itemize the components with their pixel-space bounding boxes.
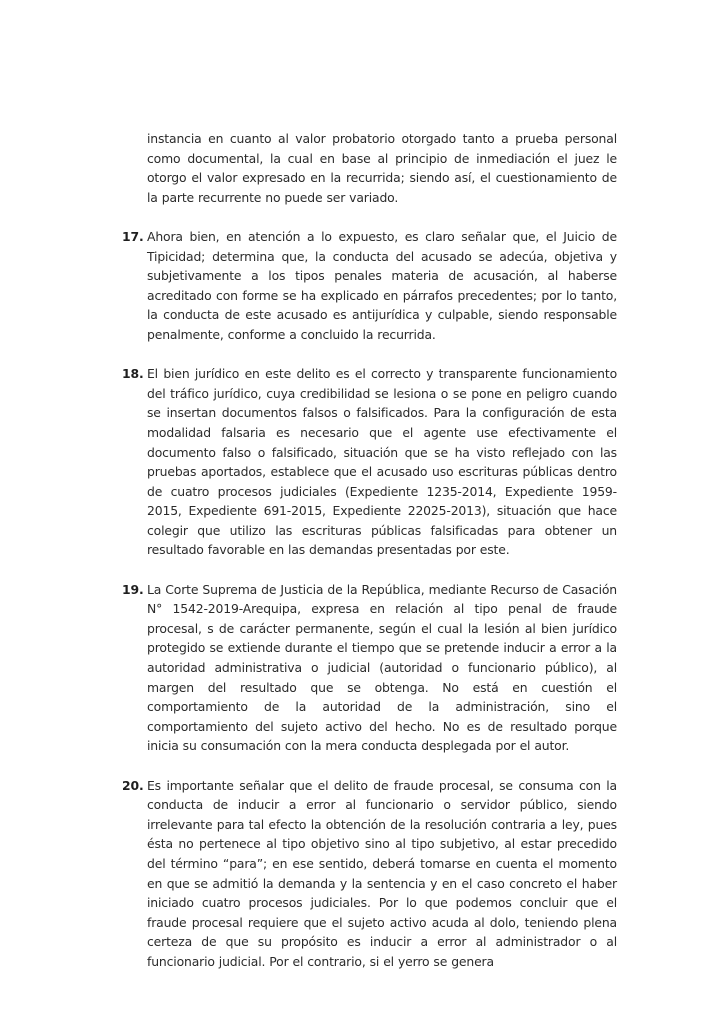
paragraph-number: 20. — [122, 777, 144, 793]
paragraph-text: El bien jurídico en este delito es el correcto y transparente funcionamiento del tráfico jurídico, cuya credibilidad se lesiona o se pone en peligro cuando se insertan documentos falsos o falsificados. Para la configuración de esta modalidad falsaria es necesario que el agente use efectivamente el documento falso o falsificado, situación que se ha visto reflejado con las pruebas aportados, establece que el acusado uso escrituras públicas dentro de cuatro procesos judiciales (Expediente 1235-2014, Expediente 1959-2015, Expediente 691-2015, Expediente 22025-2013), situación que hace colegir que utilizo las escrituras públicas falsificadas para obtener un resultado favorable en las demandas presentadas por este. — [147, 366, 617, 558]
paragraph-17 — [122, 227, 617, 345]
document-body — [122, 129, 617, 991]
paragraph-number: 19. — [122, 581, 144, 597]
paragraph-continuation — [147, 129, 617, 207]
paragraph-text: La Corte Suprema de Justicia de la República, mediante Recurso de Casación N° 1542-2019-Arequipa, expresa en relación al tipo penal de fraude procesal, s de carácter permanente, según el cual la lesión al bien jurídico protegido se extiende durante el tiempo que se pretende inducir a error a la autoridad administrativa o judicial (autoridad o funcionario público), al margen del resultado que se obtenga. No está en cuestión el comportamiento de la autoridad de la administración, sino el comportamiento del sujeto activo del hecho. No es de resultado porque inicia su consumación con la mera conducta desplegada por el autor. — [147, 581, 617, 754]
paragraph-number: 17. — [122, 228, 144, 244]
paragraph-text: instancia en cuanto al valor probatorio otorgado tanto a prueba personal como documental, la cual en base al principio de inmediación el juez le otorgo el valor expresado en la recurrida; siendo así, el cuestionamiento de la parte recurrente no puede ser variado. — [147, 131, 617, 205]
paragraph-20 — [122, 776, 617, 972]
paragraph-text: Es importante señalar que el delito de fraude procesal, se consuma con la conducta de inducir a error al funcionario o servidor público, siendo irrelevante para tal efecto la obtención de la resolución contraria a ley, pues ésta no pertenece al tipo objetivo sino al tipo subjetivo, al estar precedido del término “para”; en ese sentido, deberá tomarse en cuenta el momento en que se admitió la demanda y la sentencia y en el caso concreto el haber iniciado cuatro procesos judiciales. Por lo que podemos concluir que el fraude procesal requiere que el sujeto activo acuda al dolo, teniendo plena certeza de que su propósito es inducir a error al administrador o al funcionario judicial. Por el contrario, si el yerro se genera — [147, 777, 617, 969]
paragraph-18 — [122, 364, 617, 560]
paragraph-number: 18. — [122, 366, 144, 382]
paragraph-text: Ahora bien, en atención a lo expuesto, es claro señalar que, el Juicio de Tipicidad; determina que, la conducta del acusado se adecúa, objetiva y subjetivamente a los tipos penales materia de acusación, al haberse acreditado con forme se ha explicado en párrafos precedentes; por lo tanto, la conducta de este acusado es antijurídica y culpable, siendo responsable penalmente, conforme a concluido la recurrida. — [147, 228, 617, 342]
paragraph-19 — [122, 580, 617, 756]
